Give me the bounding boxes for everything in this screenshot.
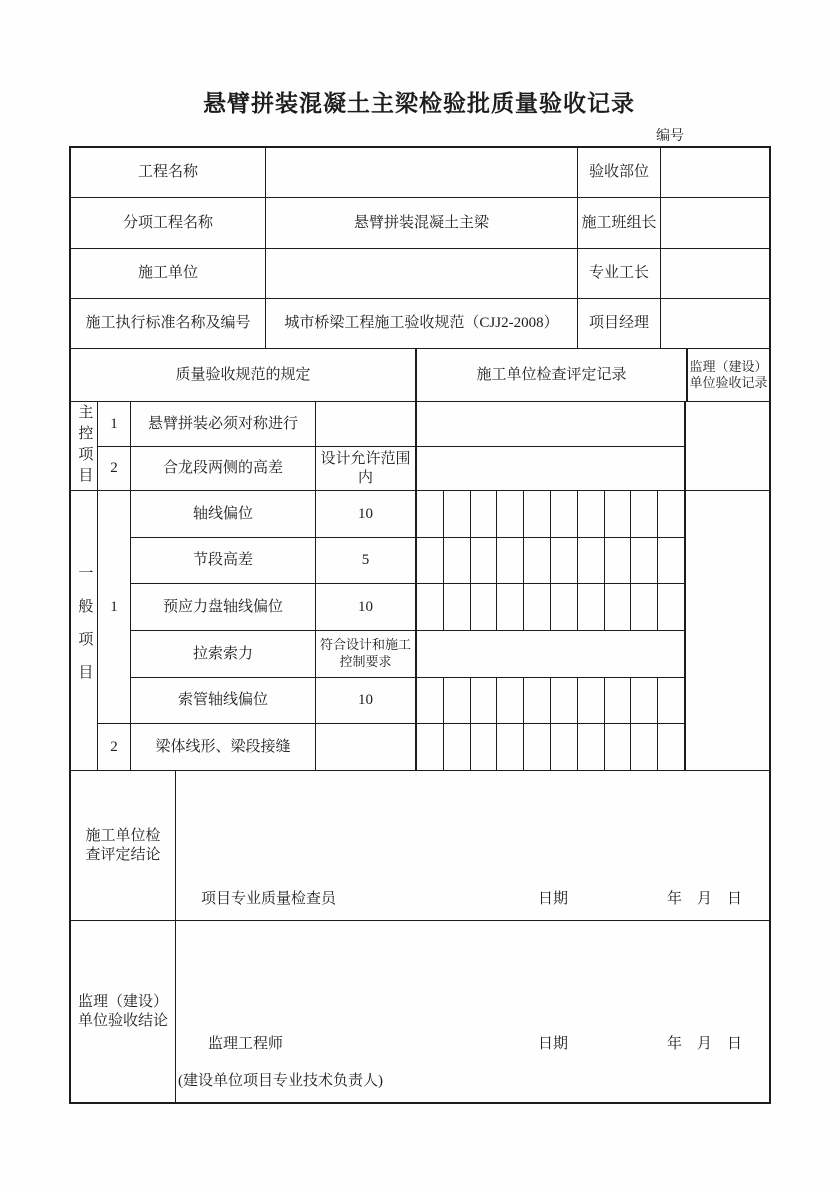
spec-value: 10 xyxy=(316,584,417,631)
item-name: 悬臂拼装必须对称进行 xyxy=(131,402,316,447)
check-cell xyxy=(657,678,684,723)
item-name: 节段高差 xyxy=(131,538,316,584)
check-cell xyxy=(630,491,657,537)
spec-value: 10 xyxy=(316,491,417,538)
info-value-project-manager xyxy=(661,299,769,349)
info-value-project-name xyxy=(266,148,578,198)
check-cell xyxy=(577,538,604,583)
check-cell xyxy=(496,491,523,537)
check-record-grid xyxy=(417,584,684,631)
check-cell xyxy=(470,724,497,770)
check-cell xyxy=(630,678,657,723)
check-cell xyxy=(550,491,577,537)
general-item-no-2: 2 xyxy=(98,724,131,771)
construction-conclusion-section xyxy=(71,771,769,921)
info-label-construction-unit: 施工单位 xyxy=(71,249,266,299)
check-cell xyxy=(630,538,657,583)
info-label-project-manager: 项目经理 xyxy=(578,299,661,349)
check-record-grid xyxy=(417,538,684,584)
group-general-label: 一般项目 xyxy=(76,564,93,697)
check-record-merged xyxy=(417,402,684,447)
info-label-standard: 施工执行标准名称及编号 xyxy=(71,299,266,349)
check-cell xyxy=(577,491,604,537)
general-item-no-1: 1 xyxy=(98,491,131,724)
check-cell xyxy=(657,491,684,537)
check-cell xyxy=(443,584,470,630)
date-label: 日期 xyxy=(538,1036,569,1052)
check-cell xyxy=(550,678,577,723)
check-cell xyxy=(657,538,684,583)
info-label-project-name: 工程名称 xyxy=(71,148,266,198)
spec-value: 5 xyxy=(316,538,417,584)
check-cell xyxy=(496,678,523,723)
supervision-conclusion-label xyxy=(71,921,176,1102)
date-format: 年 月 日 xyxy=(667,1036,743,1052)
check-cell xyxy=(417,538,443,583)
check-cell xyxy=(523,491,550,537)
check-cell xyxy=(470,491,497,537)
main-item-row xyxy=(131,447,684,491)
info-value-acceptance-part xyxy=(661,148,769,198)
check-cell xyxy=(577,678,604,723)
general-item-row xyxy=(131,678,684,724)
supervision-conclusion-label-text: 监理（建设）单位验收结论 xyxy=(77,993,168,1029)
construction-conclusion-label-text: 施工单位检查评定结论 xyxy=(85,827,161,863)
info-value-subproject-name: 悬臂拼装混凝土主梁 xyxy=(266,198,578,249)
info-value-construction-unit xyxy=(266,249,578,299)
item-name: 索管轴线偏位 xyxy=(131,678,316,724)
header-inspection-record: 施工单位检查评定记录 xyxy=(417,349,688,402)
check-cell xyxy=(417,491,443,537)
supervision-record-main xyxy=(686,402,769,491)
check-cell xyxy=(470,678,497,723)
item-name: 预应力盘轴线偏位 xyxy=(131,584,316,631)
info-value-team-leader xyxy=(661,198,769,249)
spec-value xyxy=(316,402,417,447)
supervision-engineer-label: 监理工程师 xyxy=(208,1036,284,1052)
construction-conclusion-body xyxy=(176,771,769,921)
check-cell xyxy=(604,724,631,770)
general-item-row xyxy=(131,538,684,584)
check-cell xyxy=(443,538,470,583)
check-record-merged xyxy=(417,631,684,678)
section-header-row xyxy=(71,349,769,402)
supervision-record-general xyxy=(686,491,769,771)
check-cell xyxy=(496,584,523,630)
check-cell xyxy=(443,724,470,770)
check-cell xyxy=(496,724,523,770)
info-label-acceptance-part: 验收部位 xyxy=(578,148,661,198)
info-value-standard: 城市桥梁工程施工验收规范（CJJ2-2008） xyxy=(266,299,578,349)
spec-value: 符合设计和施工控制要求 xyxy=(316,631,417,678)
check-cell xyxy=(604,491,631,537)
item-name: 合龙段两侧的高差 xyxy=(131,447,316,491)
main-item-row xyxy=(131,402,684,447)
spec-value: 设计允许范围内 xyxy=(316,447,417,491)
info-label-subproject-name: 分项工程名称 xyxy=(71,198,266,249)
acceptance-form-table xyxy=(69,146,771,1104)
spec-value xyxy=(316,724,417,771)
info-row-standard xyxy=(71,299,769,349)
check-cell xyxy=(523,724,550,770)
main-item-no-2: 2 xyxy=(98,447,131,491)
check-cell xyxy=(657,724,684,770)
info-row-subproject-name xyxy=(71,198,769,249)
group-main-control-items xyxy=(71,402,98,491)
check-cell xyxy=(550,538,577,583)
check-cell xyxy=(443,678,470,723)
item-number-column xyxy=(98,402,131,771)
check-record-grid xyxy=(417,491,684,538)
check-cell xyxy=(470,538,497,583)
check-cell xyxy=(657,584,684,630)
info-value-foreman xyxy=(661,249,769,299)
check-cell xyxy=(577,584,604,630)
main-item-no-1: 1 xyxy=(98,402,131,447)
info-row-construction-unit xyxy=(71,249,769,299)
item-name: 梁体线形、梁段接缝 xyxy=(131,724,316,771)
check-cell xyxy=(523,538,550,583)
check-cell xyxy=(577,724,604,770)
check-cell xyxy=(523,678,550,723)
check-cell xyxy=(604,538,631,583)
header-spec-provisions: 质量验收规范的规定 xyxy=(71,349,417,402)
check-cell xyxy=(604,678,631,723)
supervision-conclusion-section xyxy=(71,921,769,1102)
item-name: 拉索索力 xyxy=(131,631,316,678)
general-item-row xyxy=(131,724,684,771)
form-title: 悬臂拼装混凝土主梁检验批质量验收记录 xyxy=(203,91,635,116)
info-label-team-leader: 施工班组长 xyxy=(578,198,661,249)
check-cell xyxy=(523,584,550,630)
check-cell xyxy=(470,584,497,630)
date-label: 日期 xyxy=(538,891,569,907)
group-main-control-label: 主控项目 xyxy=(76,404,93,488)
check-cell xyxy=(630,584,657,630)
check-cell xyxy=(417,584,443,630)
group-general-items xyxy=(71,491,98,771)
general-item-row xyxy=(131,491,684,538)
info-row-project-name xyxy=(71,148,769,198)
supervision-conclusion-body xyxy=(176,921,769,1102)
check-cell xyxy=(417,724,443,770)
check-cell xyxy=(417,678,443,723)
check-cell xyxy=(604,584,631,630)
date-format: 年 月 日 xyxy=(667,891,743,907)
spec-value: 10 xyxy=(316,678,417,724)
header-supervision-record: 监理（建设）单位验收记录 xyxy=(688,349,769,402)
check-cell xyxy=(443,491,470,537)
check-record-grid xyxy=(417,678,684,724)
check-record-merged xyxy=(417,447,684,491)
info-label-foreman: 专业工长 xyxy=(578,249,661,299)
spec-body xyxy=(71,402,769,771)
general-item-row xyxy=(131,631,684,678)
item-spec-check-column xyxy=(131,402,686,771)
check-cell xyxy=(550,724,577,770)
general-item-row xyxy=(131,584,684,631)
check-record-grid xyxy=(417,724,684,771)
quality-inspector-label: 项目专业质量检查员 xyxy=(201,891,337,907)
group-label-column xyxy=(71,402,98,771)
technical-director-note: (建设单位项目专业技术负责人) xyxy=(178,1073,383,1089)
construction-conclusion-label xyxy=(71,771,176,921)
check-cell xyxy=(550,584,577,630)
form-number-label: 编号 xyxy=(656,129,684,144)
item-name: 轴线偏位 xyxy=(131,491,316,538)
check-cell xyxy=(496,538,523,583)
supervision-record-column xyxy=(686,402,769,771)
check-cell xyxy=(630,724,657,770)
